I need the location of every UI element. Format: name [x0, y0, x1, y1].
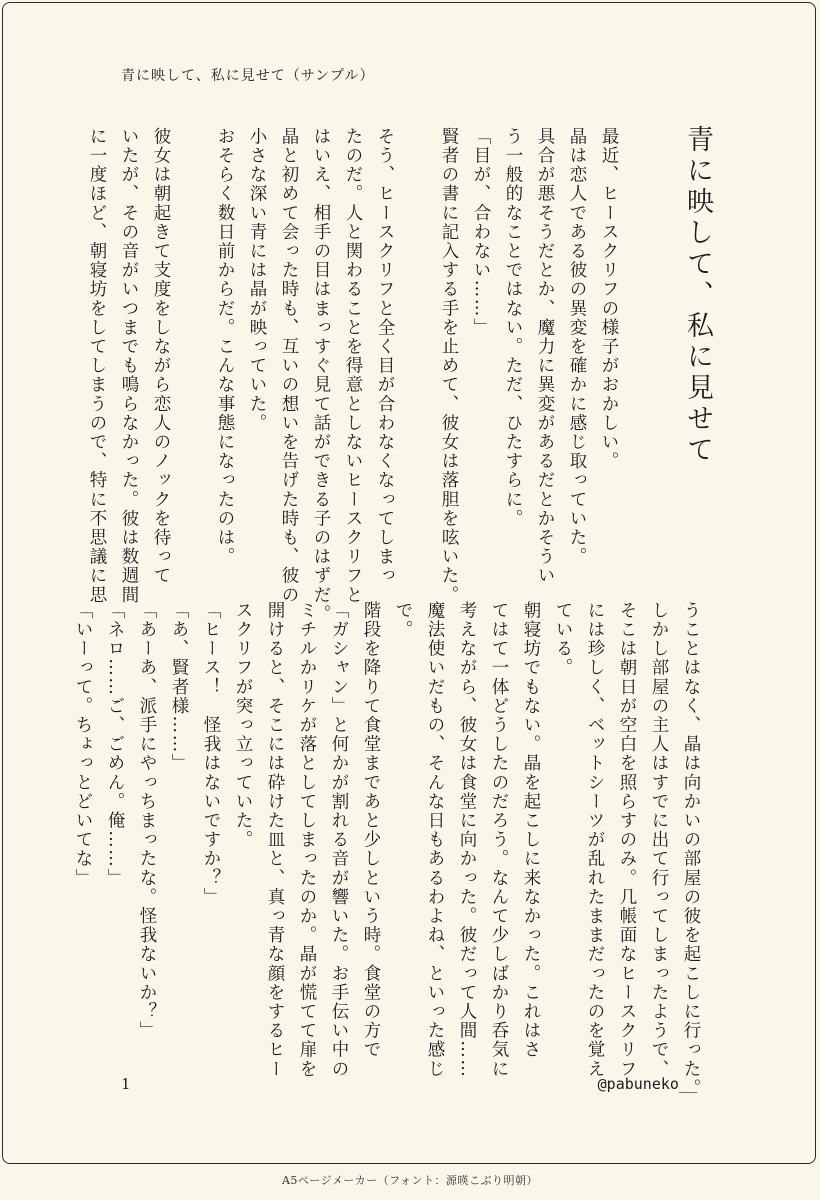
text-line: 「ガシャン」と何かが割れる音が響いた。お手伝い中の: [329, 601, 349, 1079]
text-line: スクリフが突っ立っていた。: [233, 601, 253, 850]
text-line: 「目が、合わない……」: [471, 127, 491, 338]
text-line: 彼女は朝起きて支度をしながら恋人のノックを待って: [151, 127, 171, 586]
text-line: 最近、ヒースクリフの様子がおかしい。: [599, 127, 619, 471]
text-line: 小さな深い青には晶が映っていた。: [247, 127, 267, 433]
text-line: ている。: [553, 601, 573, 678]
text-line: 具合が悪そうだとか、魔力に異変があるだとかそうい: [535, 127, 555, 586]
footer-credit: A5ページメーカー（フォント：源暎こぶり明朝）: [281, 1174, 539, 1187]
text-line: おそらく数日前からだ。こんな事態になったのは。: [215, 127, 235, 567]
running-head: 青に映して、私に見せて（サンプル）: [121, 68, 375, 84]
text-line: いたが、その音がいつまでも鳴らなかった。彼は数週間: [119, 127, 139, 605]
author-handle: @pabuneko__: [597, 1075, 697, 1093]
text-line: には珍しく、ベットシーツが乱れたままだったのを覚え: [585, 601, 605, 1079]
text-line: 「ネロ……ご、ごめん。俺……」: [105, 601, 125, 888]
text-line: てはて一体どうしたのだろう。なんて少しばかり呑気に: [489, 601, 509, 1079]
page-sheet: [2, 2, 816, 1164]
text-line: はいえ、相手の目はまっすぐ見て話ができる子のはずだ。: [311, 127, 331, 624]
text-line: 「いーって。ちょっとどいてな」: [73, 601, 93, 888]
text-line: 「あーあ、派手にやっちまったな。怪我ないか？」: [137, 601, 157, 1041]
text-line: 魔法使いだもの、そんな日もあるわよね、といった感じ: [425, 601, 445, 1079]
text-line: 考えながら、彼女は食堂に向かった。彼だって人間……: [457, 601, 477, 1079]
text-line: 晶と初めて会った時も、互いの想いを告げた時も、彼の: [279, 127, 299, 605]
text-line: 階段を降りて食堂まであと少しという時。食堂の方で: [361, 601, 381, 1060]
page-number: 1: [121, 1075, 131, 1093]
text-line: 「あ、賢者様……」: [169, 601, 189, 773]
text-line: う一般的なことではない。ただ、ひたすらに。: [503, 127, 523, 529]
text-line: たのだ。人と関わることを得意としないヒースクリフと: [343, 127, 363, 605]
text-line: ミチルかリケが落としてしまったのか。晶が慌てて扉を: [297, 601, 317, 1079]
text-line: [401, 127, 433, 575]
body-text-upper: [81, 127, 625, 624]
text-line: 開けると、そこには砕けた皿と、真っ青な顔をするヒー: [265, 601, 285, 1079]
page-title: 青に映して、私に見せて: [682, 125, 713, 466]
text-line: [177, 127, 209, 575]
text-line: しかし部屋の主人はすでに出て行ってしまったようで、: [649, 601, 669, 1079]
text-line: そう、ヒースクリフと全く目が合わなくなってしまっ: [375, 127, 395, 586]
text-line: で。: [393, 601, 413, 640]
text-line: 賢者の書に記入する手を止めて、彼女は落胆を呟いた。: [439, 127, 459, 605]
text-line: に一度ほど、朝寝坊をしてしまうので、特に不思議に思: [87, 127, 107, 605]
text-line: 晶は恋人である彼の異変を確かに感じ取っていた。: [567, 127, 587, 567]
text-line: うことはなく、晶は向かいの部屋の彼を起こしに行った。: [681, 601, 701, 1098]
text-line: 朝寝坊でもない。晶を起こしに来なかった。これはさ: [521, 601, 541, 1060]
text-line: 「ヒース！ 怪我はないですか？」: [201, 601, 221, 907]
text-line: そこは朝日が空白を照らすのみ。几帳面なヒースクリフ: [617, 601, 637, 1079]
